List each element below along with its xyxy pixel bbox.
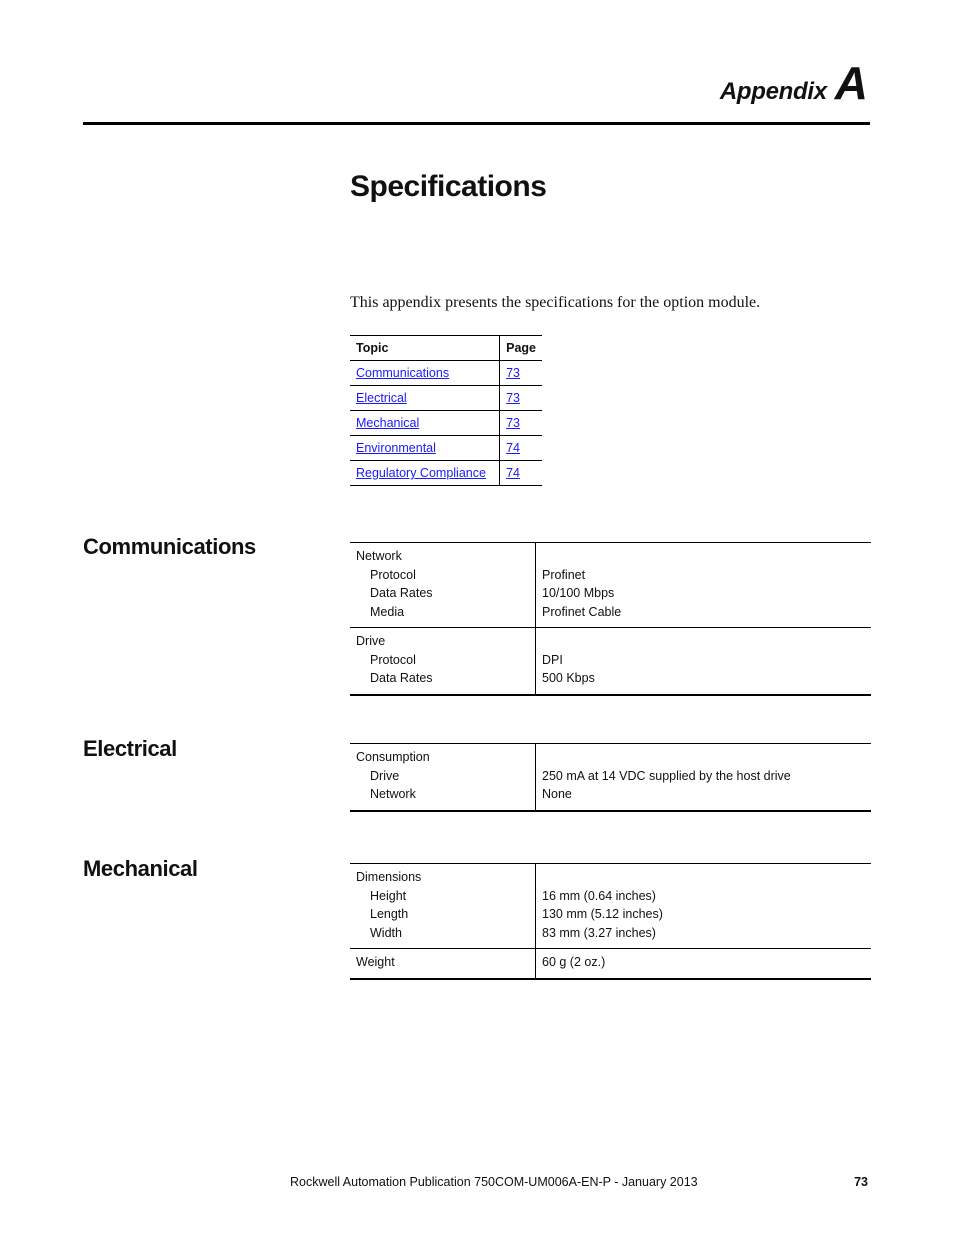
topic-column-header: Topic	[350, 336, 500, 361]
group-label: Dimensions	[356, 870, 422, 884]
group-label: Drive	[356, 634, 386, 648]
table-row	[350, 628, 871, 695]
table-row	[350, 386, 542, 411]
topic-link-communications[interactable]: Communications	[356, 366, 450, 380]
spec-value: 16 mm (0.64 inches)	[542, 888, 656, 903]
topic-table-header-row	[350, 336, 542, 361]
footer-page-number: 73	[854, 1175, 868, 1189]
table-row	[350, 744, 871, 811]
intro-text: This appendix presents the specifications for the option module.	[350, 294, 761, 311]
communications-heading: Communications	[83, 534, 256, 559]
header-rule	[83, 122, 870, 125]
spec-key: Height	[370, 888, 407, 903]
spec-key: Data Rates	[370, 586, 433, 600]
topic-link-regulatory-compliance[interactable]: Regulatory Compliance	[356, 466, 486, 480]
spec-keys	[350, 628, 536, 695]
electrical-heading: Electrical	[83, 736, 177, 761]
spec-value: 250 mA at 14 VDC supplied by the host drive	[542, 768, 791, 783]
spec-key: Protocol	[370, 567, 416, 582]
spec-values	[536, 543, 872, 628]
spec-key: Width	[370, 925, 402, 940]
page-link-electrical[interactable]: 73	[506, 391, 521, 405]
mechanical-spec-table	[350, 863, 871, 980]
topic-link-mechanical[interactable]: Mechanical	[356, 416, 420, 430]
mechanical-heading: Mechanical	[83, 856, 198, 881]
page-link-regulatory-compliance[interactable]: 74	[506, 466, 521, 480]
topic-link-environmental[interactable]: Environmental	[356, 441, 436, 455]
table-row	[350, 949, 871, 979]
table-row	[350, 361, 542, 386]
communications-spec-table	[350, 542, 871, 696]
group-label: Network	[356, 549, 402, 563]
table-row	[350, 461, 542, 486]
page-title: Specifications	[350, 170, 547, 203]
spec-keys	[350, 949, 536, 979]
spec-value: 10/100 Mbps	[542, 586, 615, 600]
page-link-environmental[interactable]: 74	[506, 441, 521, 455]
spec-value: DPI	[542, 652, 563, 667]
table-row	[350, 864, 871, 949]
topic-table	[350, 335, 542, 486]
table-row	[350, 543, 871, 628]
page-column-header: Page	[500, 336, 542, 361]
spec-value: None	[542, 787, 572, 801]
spec-value: 130 mm (5.12 inches)	[542, 907, 663, 921]
group-label: Consumption	[356, 750, 430, 764]
spec-keys	[350, 864, 536, 949]
topic-link-electrical[interactable]: Electrical	[356, 391, 407, 405]
spec-value: 500 Kbps	[542, 671, 595, 685]
spec-value: Profinet Cable	[542, 604, 622, 619]
appendix-header	[719, 57, 868, 109]
spec-key: Drive	[370, 768, 400, 783]
appendix-label: Appendix	[719, 78, 827, 105]
spec-values	[536, 949, 872, 979]
spec-key: Network	[370, 787, 416, 801]
spec-values	[536, 628, 872, 695]
spec-keys	[350, 744, 536, 811]
appendix-letter: A	[834, 57, 868, 109]
footer-publication: Rockwell Automation Publication 750COM-UM006A-EN-P - January 2013	[290, 1175, 698, 1189]
group-label: Weight	[356, 955, 395, 969]
spec-key: Data Rates	[370, 671, 433, 685]
spec-values	[536, 864, 872, 949]
table-row	[350, 411, 542, 436]
page-link-mechanical[interactable]: 73	[506, 416, 521, 430]
spec-key: Length	[370, 907, 409, 921]
electrical-spec-table	[350, 743, 871, 812]
spec-values	[536, 744, 872, 811]
table-row	[350, 436, 542, 461]
spec-key: Media	[370, 604, 405, 619]
spec-value: Profinet	[542, 567, 586, 582]
page-link-communications[interactable]: 73	[506, 366, 521, 380]
spec-value: 60 g (2 oz.)	[542, 955, 606, 969]
spec-keys	[350, 543, 536, 628]
spec-value: 83 mm (3.27 inches)	[542, 925, 656, 940]
spec-key: Protocol	[370, 652, 416, 667]
